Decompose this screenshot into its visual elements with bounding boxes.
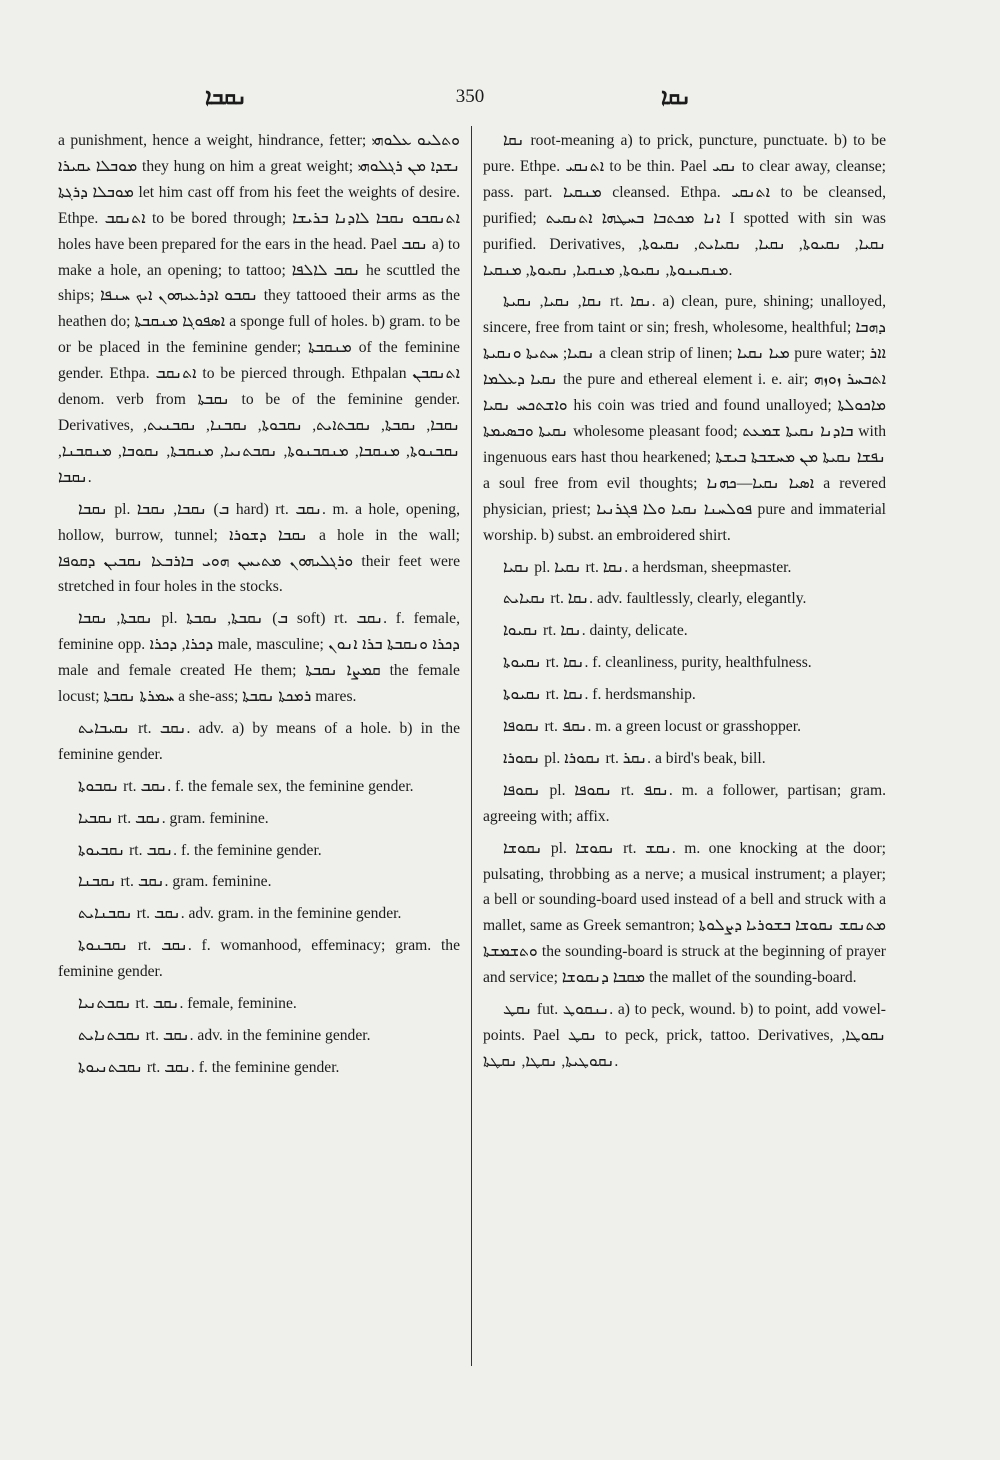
column-divider xyxy=(471,126,472,1366)
entry-paragraph: ܢܩܒܝܐ rt. ܢܩܒ. gram. feminine. xyxy=(78,809,269,827)
entry-paragraph: ܢܩܐ, ܢܩܝܐ, ܢܩܝܬܐ rt. ܢܩܐ. a) clean, pure, shining; unalloyed, sincere, free from taint or sin; fresh, wholesome, healthful; ܕܗܒܐ ܢܩܝܐ; ܚܬܝܬܐ ܘܢܩܝܬܐ a clean strip of linen; ܡܝܐ ܢܩܝܐ pure water; ܐܐܪ ܢܩܝܐ ܕܥܠܡܐ the pure and ethereal element i. e. air; ܐܬܒܚܪ ܙܘܙܗ ܘܐܫܬܟܚ ܢܩܝܐ his coin was tried and found unalloyed; ܡܐܟܘܠܬܐ ܢܩܝܬܐ ܘܒܣܝܡܬܐ wholesome pleasant food; ܒܐܕܢܐ ܢܩܝܬܐ ܫܡܥܬ with ingenuous ears hast thou hearkened; ܢܦܫܐ ܢܩܝܬܐ ܡܢ ܡܚܫܒܬܐ ܒܝܫܬܐ a soul free from evil thoughts; ܐܣܝܐ ܢܩܝܐ—ܟܗܢܐ a revered physician, priest; ܦܘܠܚܢܐ ܢܩܝܐ ܘܠܐ ܦܓܪܢܝܐ pure and immaterial worship. b) subst. an embroidered shirt. xyxy=(483,293,887,544)
entry-paragraph: a punishment, hence a weight, hindrance, fetter; ܘܬܠܝܘ ܥܠܘܗܝ ܡܘܒܠܐ ܝܩܝܪܐ they hung on him a great weight; ܢܫܕܐ ܡܢ ܪܓܠܘܗܝ ܡܘܒܠܐ ܕܪܓܬܐ let him cast off from his feet the weights of desire. Ethpe. ܐܬܢܩܒ to be bored through; ܐܬܢܩܒܘ ܢܩܒܐ ܠܐܕܢܐ ܒܪܝܫܐ holes have been prepared for the ears in the head. Pael ܢܩܒ a) to make a hole, an opening; to tattoo; ܢܩܒ ܠܐܠܦܐ he scuttled the ships; ܢܩܒܘ ܐܕܪܥܝܗܘܢ ܐܝܟ ܚܢܦܐ they tattooed their arms as the heathen do; ܐܣܦܘܓܐ ܡܢܩܒܬܐ a sponge full of holes. b) gram. to be or be placed in the feminine gender; ܡܢܩܒܬܐ of the feminine gender. Ethpa. ܐܬܢܩܒ to be pierced through. Ethpalan ܐܬܢܩܒܢ denom. verb from ܢܩܒܬܐ to be of the feminine gender. Derivatives, ܢܩܒܐ, ܢܩܒܬܐ, ܢܩܒܬܐܝܬ, ܢܩܒܘܬܐ, ܢܩܒܢܐ, ܢܩܒܢܝܬ, ܢܩܒܢܘܬܐ, ܡܢܩܒܐ, ܡܢܩܒܢܘܬܐ, ܢܩܒܬܢܝܐ, ܡܢܩܒܬܐ, ܢܩܘܒܐ, ܡܢܩܒܢܐ, ܢܩܒܐ. xyxy=(58,132,461,486)
entry-paragraph: ܢܩܒܐ pl. ܢܩܒܐ, ܢܩܒܐ (ܒ hard) rt. ܢܩܒ. m. a hole, opening, hollow, burrow, tunnel; ܢܩܒܐ ܕܫܘܪܐ a hole in the wall; ܘܪܓܠܝܗܘܢ ܡܬܝܚܢ ܗܘܝ ܒܐܪܒܥܐ ܢܩܒܝܢ ܕܩܘܦܐ their feet were stretched in four holes in the stocks. xyxy=(58,500,461,596)
entry-paragraph: ܢܩܒܢܘܬܐ rt. ܢܩܒ. f. womanhood, effeminacy; gram. the feminine gender. xyxy=(58,937,460,981)
entry-paragraph: ܢܩܒܬܢܝܘܬܐ rt. ܢܩܒ. f. the feminine gender. xyxy=(78,1058,340,1076)
entry-paragraph: ܢܩܝܐ pl. ܢܩܝܐ rt. ܢܩܐ. a herdsman, sheepmaster. xyxy=(503,558,792,576)
entry-paragraph: ܢܩܛ fut. ܢܢܩܘܛ. a) to peck, wound. b) to point, add vowel-points. Pael ܢܩܛ to peck, prick, tattoo. Derivatives, ܢܩܘܛܐ, ܢܩܘܛܝܬܐ, ܢܩܛܐ, ܢܩܛܬܐ. xyxy=(483,1001,886,1070)
right-column xyxy=(483,128,886,1081)
entry-paragraph: ܢܩܝܐܝܬ rt. ܢܩܐ. adv. faultlessly, clearly, elegantly. xyxy=(503,590,807,608)
entry-paragraph: ܢܩܝܒܐܝܬ rt. ܢܩܒ. adv. a) by means of a hole. b) in the feminine gender. xyxy=(58,719,460,763)
entry-paragraph: ܢܩܝܘܐ rt. ܢܩܐ. dainty, delicate. xyxy=(503,622,688,640)
entry-paragraph: ܢܩܒܘܬܐ rt. ܢܩܒ. f. the female sex, the feminine gender. xyxy=(78,777,414,795)
entry-paragraph: ܢܩܘܫܐ pl. ܢܩܘܫܐ rt. ܢܩܫ. m. one knocking at the door; pulsating, throbbing as a nerve; a musical instrument; a player; a bell or sounding-board used instead of a bell and struck with a mallet, same as Greek semantron; ܡܬܢܩܫ ܢܩܘܫܐ ܒܫܘܪܝܐ ܕܨܠܘܬܐ ܘܬܫܡܫܬܐ the sounding-board is struck at the beginning of prayer and service; ܡܩܒܐ ܕܢܩܘܫܐ the mallet of the sounding-board. xyxy=(483,839,886,987)
entry-paragraph: ܢܩܝܘܬܐ rt. ܢܩܐ. f. cleanliness, purity, healthfulness. xyxy=(503,654,812,672)
entry-paragraph: ܢܩܒܬܢܐܝܬ rt. ܢܩܒ. adv. in the feminine gender. xyxy=(78,1027,371,1044)
right-headword: ܢܩܐ xyxy=(661,84,692,109)
entry-paragraph: ܢܩܐ root-meaning a) to prick, puncture, punctuate. b) to be pure. Ethpe. ܐܬܢܩܝ to be thin. Pael ܢܩܝ to clear away, cleanse; pass. part. ܡܢܩܝܐ cleansed. Ethpa. ܐܬܢܩܝ to be cleansed, purified; ܐܢܐ ܡܟܬܒܐ ܒܚܛܗܐ ܐܬܢܩܝܬ I spotted with sin was purified. Derivatives, ܢܩܝܐ, ܢܩܝܘܬܐ, ܢܩܝܐ, ܢܩܝܐܝܬ, ܢܩܝܘܬܐ, ܡܢܩܝܢܘܬܐ, ܢܩܝܘܬܐ, ܡܢܩܝܐ, ܢܩܝܘܬܐ, ܡܢܩܝܐ. xyxy=(483,132,887,279)
left-column xyxy=(58,128,460,1087)
entry-paragraph: ܢܩܝܘܬܐ rt. ܢܩܐ. f. herdsmanship. xyxy=(503,686,696,704)
entry-paragraph: ܢܩܒܬܐ, ܢܩܒܐ pl. ܢܩܒܬܐ, ܢܩܒܬܐ (ܒ soft) rt. ܢܩܒ. f. female, feminine opp. ܕܟܪܐ, ܕܟܪܐ male, masculine; ܕܟܪܐ ܘܢܩܒܬܐ ܒܪܐ ܐܢܘܢ male and female created He them; ܩܡܨܐ ܢܩܒܬܐ the female locust; ܚܡܪܬܐ ܢܩܒܬܐ a she-ass; ܪܡܟܬܐ ܢܩܒܬܐ mares. xyxy=(58,610,461,706)
left-headword: ܢܩܒܐ xyxy=(205,84,247,109)
page-number: 350 xyxy=(455,86,485,107)
entry-paragraph: ܢܩܒܢܐ rt. ܢܩܒ. gram. feminine. xyxy=(78,873,272,891)
entry-paragraph: ܢܩܒܬܢܝܐ rt. ܢܩܒ. female, feminine. xyxy=(78,995,297,1013)
entry-paragraph: ܢܩܘܦܐ pl. ܢܩܘܦܐ rt. ܢܩܦ. m. a follower, partisan; gram. agreeing with; affix. xyxy=(483,781,886,825)
entry-paragraph: ܢܩܒܝܘܬܐ rt. ܢܩܒ. f. the feminine gender. xyxy=(78,841,322,859)
entry-paragraph: ܢܩܘܦܐ rt. ܢܩܦ. m. a green locust or grasshopper. xyxy=(503,718,801,736)
running-header xyxy=(0,78,1000,112)
entry-paragraph: ܢܩܘܪܐ pl. ܢܩܘܪܐ rt. ܢܩܪ. a bird's beak, bill. xyxy=(503,749,766,767)
entry-paragraph: ܢܩܒܢܐܝܬ rt. ܢܩܒ. adv. gram. in the feminine gender. xyxy=(78,905,402,923)
